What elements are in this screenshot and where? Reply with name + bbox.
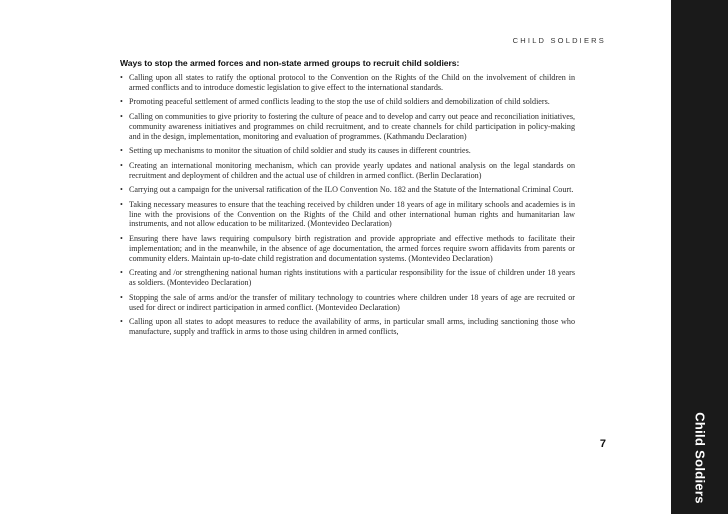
bullet-dot-icon: • (120, 199, 123, 209)
bullet-item (120, 234, 575, 264)
bullet-text: Calling upon all states to ratify the optional protocol to the Convention on the Rights of the Child on the involvement of children in armed conflicts and to introduce domestic legislation to give effect to the international standards. (129, 73, 575, 92)
bullet-item (120, 112, 575, 142)
main-content (120, 58, 575, 341)
section-heading: Ways to stop the armed forces and non-state armed groups to recruit child soldiers: (120, 58, 460, 68)
bullet-dot-icon: • (120, 317, 123, 327)
bullet-dot-icon: • (120, 73, 123, 82)
bullet-item (120, 73, 575, 93)
bullet-item (120, 293, 575, 313)
bullet-dot-icon: • (120, 233, 123, 243)
bullet-text: Ensuring there have laws requiring compulsory birth registration and provide appropriate and effective methods to facilitate their implementation; and in the meanwhile, in the absence of age documentation, the armed forces require sworn affidavits from parents or community elders. Maintain up-to-date child registration and documentation systems. (Montevideo Declaration) (129, 233, 575, 263)
bullet-item (120, 185, 575, 195)
bullet-text: Creating and /or strengthening national human rights institutions with a particular responsibility for the issue of children under 18 years as soldiers. (Montevideo Declaration) (129, 268, 575, 288)
bullet-dot-icon: • (120, 146, 123, 156)
bullet-dot-icon: • (120, 97, 123, 107)
bullet-text: Calling on communities to give priority to fostering the culture of peace and to develop and carry out peace and reconciliation initiatives, community awareness initiatives and programmes on child recruitment, and to create channels for child participation in policy-making and in the design, implementation, monitoring and evaluation of programmes. (Kathmandu Declaration) (129, 111, 575, 141)
side-tab (671, 0, 728, 514)
bullet-item (120, 161, 575, 181)
bullet-dot-icon: • (120, 160, 123, 170)
bullet-text: Creating an international monitoring mechanism, which can provide yearly updates and national analysis on the legal standards on recruitment and deployment of children and the actual use of children in armed conflict. (Berlin Declaration) (129, 160, 575, 180)
bullet-text: Calling upon all states to adopt measures to reduce the availability of arms, in particular small arms, including sanctioning those who manufacture, supply and traffick in arms to those using children in armed conflicts, (129, 317, 575, 336)
bullet-item (120, 146, 575, 156)
bullet-text: Carrying out a campaign for the universal ratification of the ILO Convention No. 182 and the Statute of the International Criminal Court. (129, 185, 574, 195)
bullet-text: Taking necessary measures to ensure that the teaching received by children under 18 years of age in military schools and academies is in line with the provisions of the Convention on the Rights of the Child and other international human rights and humanitarian law instruments, and not allow education to be militarized. (Montevideo Declaration) (129, 199, 575, 229)
bullet-list (120, 73, 575, 337)
bullet-dot-icon: • (120, 111, 123, 121)
side-tab-label: Child Soldiers (692, 412, 707, 504)
bullet-dot-icon: • (120, 268, 123, 278)
bullet-item (120, 317, 575, 337)
page-number: 7 (599, 438, 606, 450)
bullet-text: Stopping the sale of arms and/or the transfer of military technology to countries where children under 18 years of age are recruited or used for direct or indirect participation in armed conflict. (Montevideo Declaration) (129, 292, 575, 312)
bullet-item (120, 268, 575, 288)
bullet-text: Promoting peaceful settlement of armed conflicts leading to the stop the use of child soldiers and demobilization of child soldiers. (129, 97, 550, 107)
bullet-item (120, 200, 575, 230)
bullet-dot-icon: • (120, 185, 123, 195)
running-header: CHILD SOLDIERS (512, 36, 606, 45)
bullet-item (120, 97, 575, 107)
bullet-dot-icon: • (120, 292, 123, 302)
bullet-text: Setting up mechanisms to monitor the situation of child soldier and study its causes in different countries. (129, 146, 471, 156)
